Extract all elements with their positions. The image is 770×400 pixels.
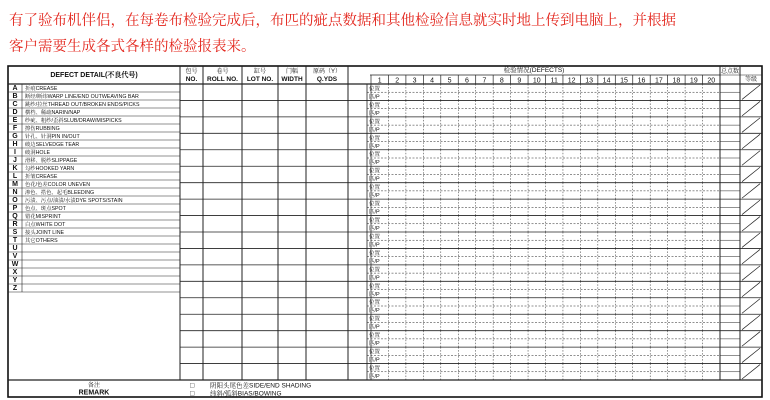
defect-code-B: B — [12, 93, 18, 101]
defect-desc-T: 其它OTHERS — [25, 237, 58, 244]
defect-number-17: 17 — [655, 77, 663, 85]
points-label: 匹/P — [369, 357, 380, 364]
qty-header-cn: 原码（Y） — [312, 69, 342, 75]
points-label: 匹/P — [369, 110, 380, 117]
defect-number-6: 6 — [465, 77, 469, 85]
points-label: 匹/P — [369, 291, 380, 298]
total-header: 总点数 — [720, 69, 740, 75]
width-header-en: WIDTH — [281, 76, 303, 83]
defects-header: 检验情况(DEFECTS) — [503, 67, 565, 74]
points-label: 匹/P — [369, 176, 380, 183]
defect-code-C: C — [12, 101, 18, 109]
defect-desc-Q: 错花MISPRINT — [25, 213, 61, 220]
position-label: 位置 — [369, 119, 381, 126]
grade-slash — [742, 200, 760, 214]
grade-slash — [742, 266, 760, 280]
defect-code-F: F — [12, 125, 18, 133]
defect-code-H: H — [12, 141, 18, 149]
grade-slash — [742, 151, 760, 165]
position-label: 位置 — [369, 234, 381, 241]
defect-code-Z: Z — [12, 285, 18, 293]
remark-cn: 备注 — [87, 383, 101, 389]
grade-slash — [742, 299, 760, 313]
defect-desc-B: 断经/断纬WARP LINE/END OUTWEAVING BAR — [25, 93, 139, 100]
points-label: 匹/P — [369, 258, 380, 265]
points-label: 匹/P — [369, 143, 380, 150]
width-header-cn: 门幅 — [285, 69, 299, 75]
defect-code-W: W — [11, 261, 19, 269]
position-label: 位置 — [369, 135, 381, 142]
qty-header-en: Q.YDS — [316, 76, 338, 83]
position-label: 位置 — [369, 267, 381, 274]
roll-no-header-en: ROLL NO. — [207, 76, 238, 83]
position-label: 位置 — [369, 86, 381, 93]
defect-desc-D: 横档、稀疏NARIN/NAP — [25, 109, 81, 116]
points-label: 匹/P — [369, 242, 380, 249]
position-label: 位置 — [369, 217, 381, 224]
defect-number-16: 16 — [637, 77, 646, 85]
defect-code-P: P — [12, 205, 18, 213]
defect-desc-S: 接头JOINT LINE — [25, 229, 65, 236]
position-label: 位置 — [369, 316, 381, 323]
intro-line-1: 有了验布机伴侣，在每卷布检验完成后，布匹的疵点数据和其他检验信息就实时地上传到电脑上，并根据 — [9, 13, 676, 29]
position-label: 位置 — [369, 201, 381, 208]
grade-slash — [742, 249, 760, 263]
position-label: 位置 — [369, 250, 381, 257]
defect-number-19: 19 — [689, 77, 698, 85]
grade-slash — [742, 85, 760, 99]
defect-code-G: G — [12, 133, 18, 141]
position-label: 位置 — [369, 300, 381, 307]
defect-code-Y: Y — [12, 277, 18, 285]
defect-desc-E: 纱疵、粗纱/歪斜SLUB/DRAW/MISPICKS — [25, 117, 122, 124]
defect-number-18: 18 — [672, 77, 681, 85]
defect-desc-J: 滑移、脱纱SLIPPAGE — [25, 157, 78, 164]
defect-number-5: 5 — [447, 77, 452, 85]
defect-desc-L: 折皱CREASE — [25, 173, 58, 180]
defect-number-11: 11 — [550, 77, 558, 85]
intro-line-2: 客户需要生成各式各样的检验报表来。 — [9, 39, 256, 55]
defect-code-S: S — [12, 229, 18, 237]
remark-option-1: 阴阳头尾色差SIDE/END SHADING — [210, 382, 312, 390]
defect-code-M: M — [12, 181, 18, 189]
grade-slash — [742, 348, 760, 362]
defect-desc-M: 色花/色差COLOR UNEVEN — [25, 181, 91, 188]
remark-checkbox: □ — [190, 382, 195, 390]
defect-number-8: 8 — [499, 77, 504, 85]
defect-desc-K: 勾纱HOOKED YARN — [25, 165, 75, 172]
remark-en: REMARK — [78, 389, 110, 397]
points-label: 匹/P — [369, 209, 380, 216]
defect-code-A: A — [12, 85, 18, 93]
grade-slash — [742, 217, 760, 231]
roll-no-header-cn: 卷号 — [216, 69, 229, 75]
defect-desc-R: 白点WHITE DOT — [25, 221, 66, 228]
defect-code-D: D — [12, 109, 18, 117]
grade-slash — [742, 233, 760, 247]
points-label: 匹/P — [369, 308, 380, 315]
defect-code-U: U — [12, 245, 18, 253]
defect-detail-title: DEFECT DETAIL(不良代号) — [50, 72, 138, 79]
grade-slash — [742, 134, 760, 148]
points-label: 匹/P — [369, 275, 380, 282]
defect-number-12: 12 — [567, 77, 576, 85]
points-label: 匹/P — [369, 193, 380, 200]
position-label: 位置 — [369, 365, 381, 372]
defect-desc-C: 跳纱/拉丝THREAD OUT/BROKEN ENDS/PICKS — [25, 101, 140, 108]
defect-code-T: T — [12, 237, 18, 245]
remark-option-2: 纬斜/弧斜BIAS/BOWING — [210, 390, 282, 398]
defect-number-1: 1 — [377, 77, 382, 85]
grade-slash — [742, 315, 760, 329]
grade-slash — [742, 365, 760, 379]
defect-number-9: 9 — [517, 77, 522, 85]
defect-number-4: 4 — [430, 77, 435, 85]
defect-desc-O: 污渍、污点/油渍/水渍DYE SPOTS/STAIN — [25, 197, 123, 204]
defect-code-X: X — [12, 269, 18, 277]
position-label: 位置 — [369, 152, 381, 159]
defect-number-20: 20 — [707, 77, 716, 85]
defect-code-V: V — [12, 253, 18, 261]
lot-no-header-cn: 缸号 — [253, 69, 267, 75]
defect-code-N: N — [12, 189, 18, 197]
points-label: 匹/P — [369, 324, 380, 331]
points-label: 匹/P — [369, 127, 380, 134]
grade-slash — [742, 282, 760, 296]
grade-header: 等级 — [744, 77, 758, 83]
defect-desc-N: 渗色、搭色、起毛BLEEDING — [25, 189, 95, 196]
defect-code-E: E — [12, 117, 18, 125]
position-label: 位置 — [369, 185, 381, 192]
grade-slash — [742, 332, 760, 346]
defect-code-I: I — [14, 149, 16, 157]
defect-number-10: 10 — [532, 77, 541, 85]
defect-number-15: 15 — [620, 77, 628, 85]
defect-number-14: 14 — [602, 77, 611, 85]
grade-slash — [742, 167, 760, 181]
defect-desc-A: 折痕CREASE — [25, 85, 58, 92]
remark-checkbox: □ — [190, 390, 195, 398]
position-label: 位置 — [369, 283, 381, 290]
position-label: 位置 — [369, 102, 381, 109]
defect-code-Q: Q — [12, 213, 18, 221]
points-label: 匹/P — [369, 341, 380, 348]
defect-desc-H: 破边SELVEDGE TEAR — [25, 141, 80, 148]
defect-number-7: 7 — [482, 77, 487, 85]
defect-code-L: L — [12, 173, 18, 181]
defect-desc-F: 擦伤RUBBING — [25, 125, 60, 132]
lot-no-header-en: LOT NO. — [246, 76, 274, 83]
defect-number-2: 2 — [395, 77, 400, 85]
points-label: 匹/P — [369, 160, 380, 167]
defect-number-13: 13 — [585, 77, 594, 85]
grade-slash — [742, 101, 760, 115]
defect-code-R: R — [12, 221, 18, 229]
defect-desc-G: 针孔、针洞PIN IN/OUT — [25, 133, 80, 140]
grade-slash — [742, 118, 760, 132]
defect-code-K: K — [12, 165, 18, 173]
defect-number-3: 3 — [412, 77, 417, 85]
defect-code-J: J — [13, 157, 17, 165]
bag-no-header-en: NO. — [185, 76, 198, 83]
grade-slash — [742, 184, 760, 198]
position-label: 位置 — [369, 168, 381, 175]
defect-desc-I: 破洞HOLE — [25, 149, 51, 156]
points-label: 匹/P — [369, 226, 380, 232]
bag-no-header-cn: 包号 — [185, 69, 198, 75]
points-label: 匹/P — [369, 374, 380, 380]
defect-code-O: O — [12, 197, 18, 205]
defect-desc-P: 色点、斑点SPOT — [25, 205, 66, 212]
position-label: 位置 — [369, 333, 381, 340]
position-label: 位置 — [369, 349, 381, 356]
points-label: 匹/P — [369, 94, 380, 101]
